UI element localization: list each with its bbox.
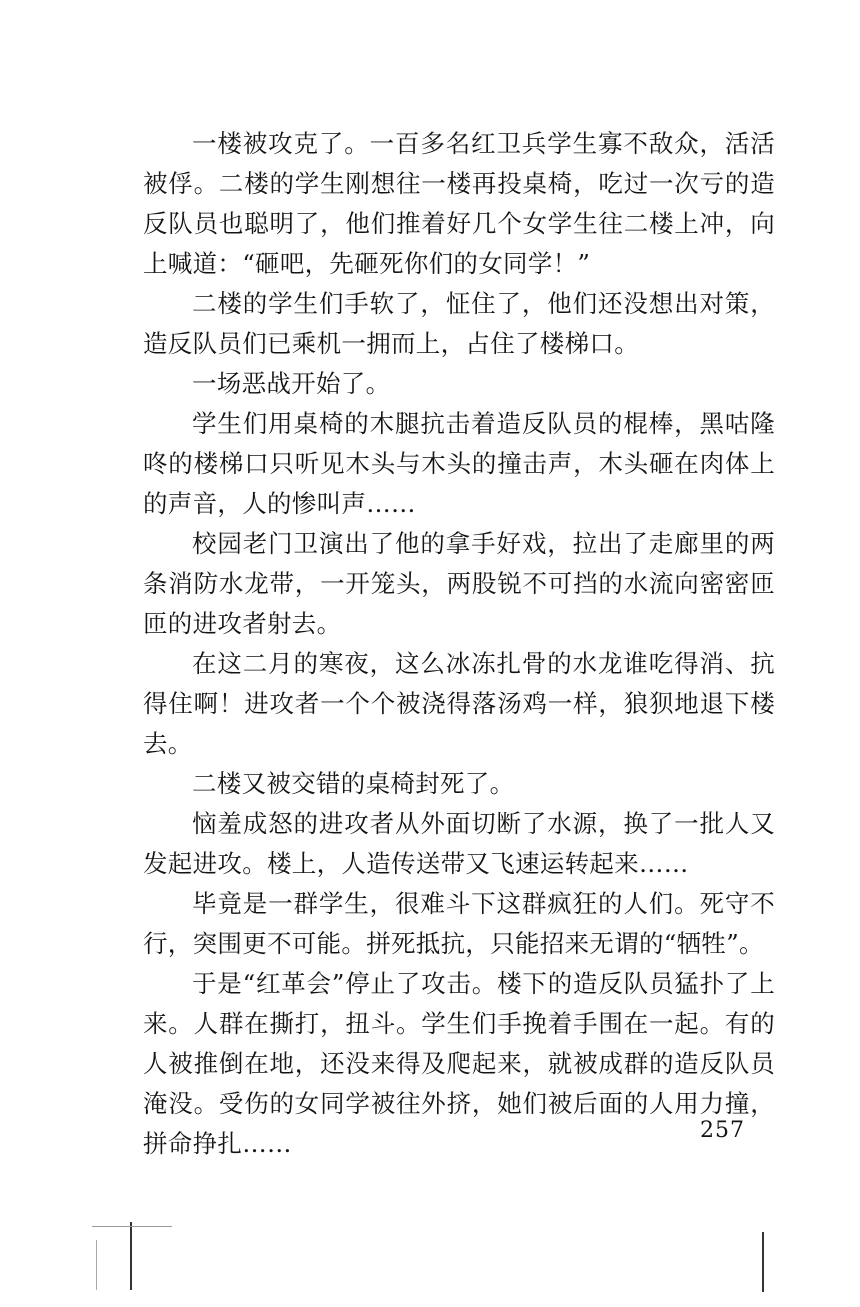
paragraph-4: 学生们用桌椅的木腿抗击着造反队员的棍棒，黑咕隆咚的楼梯口只听见木头与木头的撞击声，木头砸在肉体上的声音，人的惨叫声…… [143, 409, 775, 518]
scan-line-right [762, 1232, 764, 1292]
scan-line-left [130, 1222, 132, 1290]
page-number: 257 [700, 1118, 745, 1143]
scan-line-left-thin [96, 1240, 97, 1290]
paragraph-5: 校园老门卫演出了他的拿手好戏，拉出了走廊里的两条消防水龙带，一开笼头，两股锐不可挡的水流向密密匝匝的进攻者射去。 [143, 529, 775, 638]
scan-line-left-top [92, 1226, 172, 1227]
paragraph-8: 恼羞成怒的进攻者从外面切断了水源，换了一批人又发起进攻。楼上，人造传送带又飞速运转起来…… [143, 809, 775, 878]
paragraph-3: 一场恶战开始了。 [192, 369, 391, 398]
page-body [143, 124, 775, 1164]
paragraph-7: 二楼又被交错的桌椅封死了。 [192, 769, 515, 798]
paragraph-6: 在这二月的寒夜，这么冰冻扎骨的水龙谁吃得消、抗得住啊！进攻者一个个被浇得落汤鸡一样，狼狈地退下楼去。 [143, 649, 775, 758]
paragraph-2: 二楼的学生们手软了，怔住了，他们还没想出对策，造反队员们已乘机一拥而上，占住了楼梯口。 [143, 289, 775, 358]
paragraph-10: 于是“红革会”停止了攻击。楼下的造反队员猛扑了上来。人群在撕打，扭斗。学生们手挽着手围在一起。有的人被推倒在地，还没来得及爬起来，就被成群的造反队员淹没。受伤的女同学被往外挤，她们被后面的人用力撞，拼命挣扎…… [143, 969, 775, 1158]
paragraph-1: 一楼被攻克了。一百多名红卫兵学生寡不敌众，活活被俘。二楼的学生刚想往一楼再投桌椅，吃过一次亏的造反队员也聪明了，他们推着好几个女学生往二楼上冲，向上喊道：“砸吧，先砸死你们的女同学！” [143, 129, 775, 278]
paragraph-9: 毕竟是一群学生，很难斗下这群疯狂的人们。死守不行，突围更不可能。拼死抵抗，只能招来无谓的“牺牲”。 [143, 889, 775, 958]
